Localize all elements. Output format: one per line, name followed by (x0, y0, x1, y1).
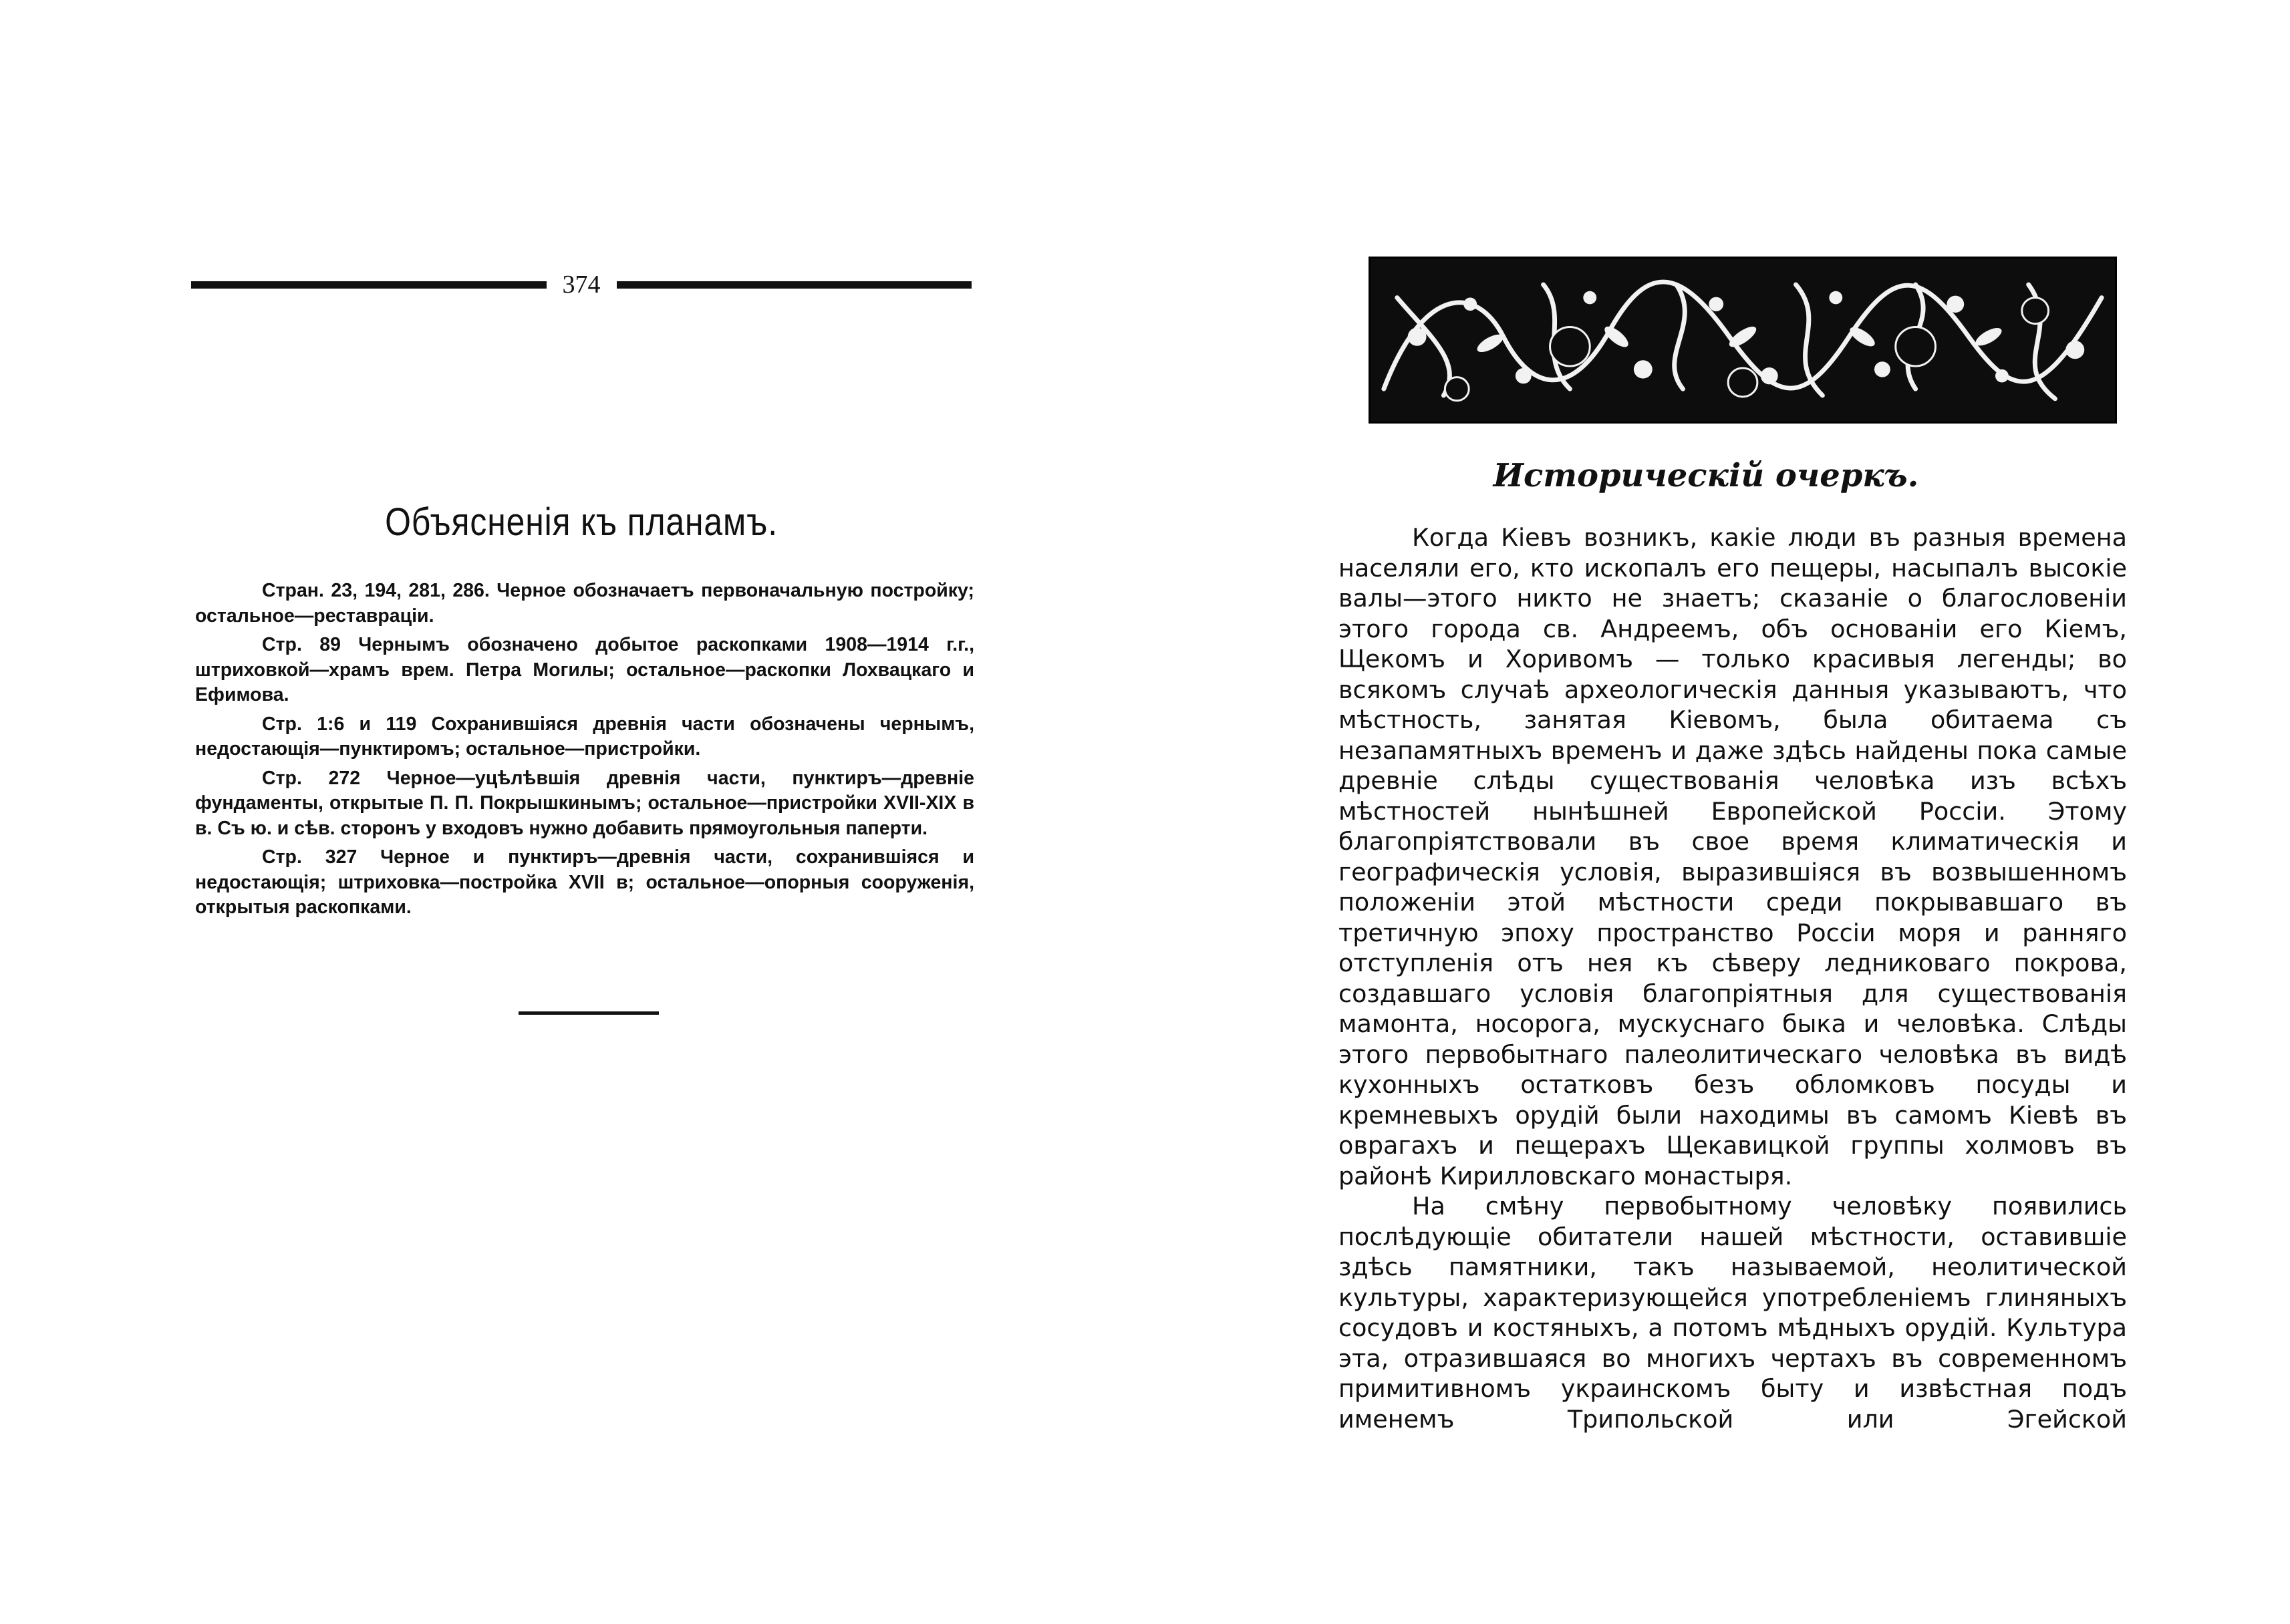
plan-note: Стр. 1:6 и 119 Сохранившіяся древнія части обозначены чернымъ, недостающія—пунктиромъ; остальное—пристройки. (195, 713, 974, 760)
right-page (1145, 0, 2290, 1624)
ornament-vines-icon (1371, 259, 2115, 422)
page-number: 374 (562, 271, 601, 299)
plan-note: Стран. 23, 194, 281, 286. Черное обозначаетъ первоначальную постройку; остальное—реставраціи. (195, 580, 974, 627)
plan-note: Стр. 89 Чернымъ обозначено добытое раскопками 1908—1914 г.г., штриховкой—храмъ врем. Петра Могилы; остальное—раскопки Лохвацкаго и Ефимова. (195, 634, 974, 705)
header-rule-left (191, 281, 547, 289)
essay-paragraph: Когда Кіевъ возникъ, какіе люди въ разныя времена населяли его, кто ископалъ его пещеры, насыпалъ высокіе валы—этого никто не знаетъ; сказаніе о благословеніи этого города св. Андреемъ, объ основаніи его Кіемъ, Щекомъ и Хоривомъ — только красивыя легенды; во всякомъ случаѣ археологическія данныя указываютъ, что мѣстность, занятая Кіевомъ, была обитаема съ незапамятныхъ временъ и даже здѣсь найдены пока самые древніе слѣды существованія человѣка изъ всѣхъ мѣстностей нынѣшней Европейской Россіи. Этому благопріятствовали въ свое время климатическія и географическія условія, выразившіяся въ возвышенномъ положеніи этой мѣстности среди покрывавшаго въ третичную эпоху пространство Россіи моря и ранняго отступленія отъ нея къ сѣверу ледниковаго покрова, создавшаго условія благопріятныя для существованія мамонта, носорога, мускуснаго быка и человѣка. Слѣды этого первобытнаго палеолитическаго человѣка въ видѣ кухонныхъ остатковъ безъ обломковъ посуды и кремневыхъ орудій были находимы въ самомъ Кіевѣ въ оврагахъ и пещерахъ Щекавицкой группы холмовъ въ районѣ Кирилловскаго монастыря. (1338, 523, 2127, 1190)
historical-essay-title: Историческій очеркъ. (1493, 457, 1919, 494)
plan-note: Стр. 327 Черное и пунктиръ—древнія части, сохранившіяся и недостающія; штриховка—постройка XVII в; остальное—опорныя сооруженія, открытыя раскопками. (195, 846, 974, 918)
decorative-headpiece-ornament (1369, 257, 2117, 424)
page-header (191, 273, 972, 297)
header-rule-right (617, 281, 972, 289)
plans-explanation-title: Объясненія къ планамъ. (385, 500, 778, 544)
section-end-rule (519, 1011, 659, 1015)
plans-notes (195, 579, 974, 925)
essay-paragraph: На смѣну первобытному человѣку появились послѣдующіе обитатели нашей мѣстности, оставившіе здѣсь памятники, такъ называемой, неолитической культуры, характеризующейся употребленіемъ глиняныхъ сосудовъ и костяныхъ, а потомъ мѣдныхъ орудій. Культура эта, отразившаяся во многихъ чертахъ въ современномъ примитивномъ украинскомъ быту и извѣстная подъ именемъ Трипольской или Эгейской (1338, 1192, 2127, 1434)
historical-essay-body (1338, 522, 2127, 1434)
plan-note: Стр. 272 Черное—уцѣлѣвшія древнія части, пунктиръ—древніе фундаменты, открытые П. П. Покрышкинымъ; остальное—пристройки XVII-XIX в в. Съ ю. и сѣв. сторонъ у входовъ нужно добавить прямоугольныя паперти. (195, 767, 974, 839)
